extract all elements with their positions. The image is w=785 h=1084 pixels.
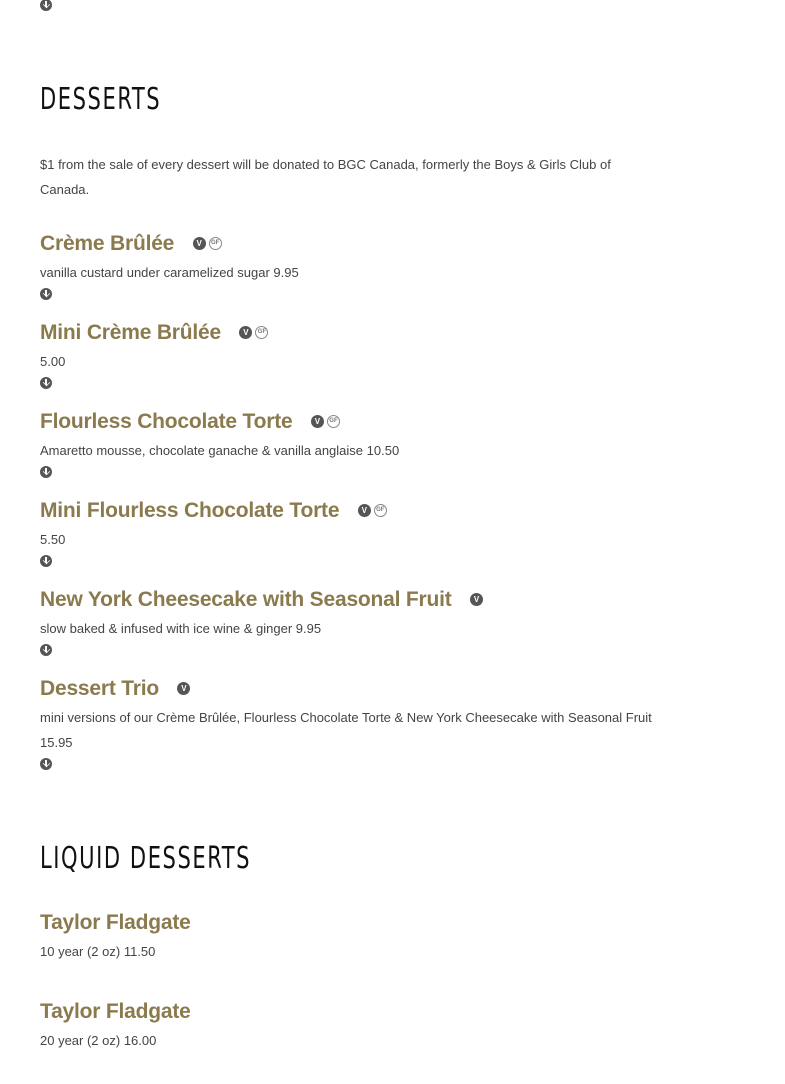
dietary-badges [239, 324, 271, 342]
expand-arrow-icon[interactable] [40, 0, 52, 11]
section-title-desserts: DESSERTS [40, 82, 162, 117]
item-name: Flourless Chocolate Torte [40, 410, 293, 433]
gluten-free-icon: GF [327, 415, 340, 428]
menu-item [40, 911, 660, 964]
desserts-intro: $1 from the sale of every dessert will be donated to BGC Canada, formerly the Boys & Girls Club of Canada. [40, 157, 611, 197]
menu-item [40, 410, 660, 483]
dietary-badges [311, 413, 343, 431]
expand-arrow-icon[interactable] [40, 377, 52, 389]
vegetarian-icon: V [470, 593, 483, 606]
item-description: 10 year (2 oz) 11.50 [40, 944, 156, 959]
item-name: Taylor Fladgate [40, 911, 191, 934]
expand-arrow-icon[interactable] [40, 288, 52, 300]
menu-item [40, 677, 660, 775]
vegetarian-icon: V [239, 326, 252, 339]
gluten-free-icon: GF [209, 237, 222, 250]
menu-item [40, 321, 660, 394]
menu-item [40, 499, 660, 572]
vegetarian-icon: V [193, 237, 206, 250]
expand-arrow-icon[interactable] [40, 555, 52, 567]
dietary-badges [177, 680, 193, 698]
vegetarian-icon: V [177, 682, 190, 695]
gluten-free-icon: GF [255, 326, 268, 339]
item-description: 20 year (2 oz) 16.00 [40, 1033, 157, 1048]
vegetarian-icon: V [311, 415, 324, 428]
item-name: New York Cheesecake with Seasonal Fruit [40, 588, 452, 611]
item-description: 5.50 [40, 532, 66, 547]
item-description: mini versions of our Crème Brûlée, Flourless Chocolate Torte & New York Cheesecake with Seasonal Fruit 15.95 [40, 710, 652, 750]
vegetarian-icon: V [358, 504, 371, 517]
dietary-badges [358, 502, 390, 520]
menu-item [40, 1000, 660, 1053]
item-name: Mini Crème Brûlée [40, 321, 221, 344]
expand-arrow-icon[interactable] [40, 758, 52, 770]
menu-item [40, 588, 660, 661]
gluten-free-icon: GF [374, 504, 387, 517]
item-description: slow baked & infused with ice wine & ginger 9.95 [40, 621, 322, 636]
item-name: Dessert Trio [40, 677, 159, 700]
section-title-liquid-desserts: LIQUID DESSERTS [40, 841, 252, 876]
menu-item [40, 232, 660, 305]
item-name: Taylor Fladgate [40, 1000, 191, 1023]
dietary-badges [193, 235, 225, 253]
expand-arrow-icon[interactable] [40, 644, 52, 656]
item-description: Amaretto mousse, chocolate ganache & vanilla anglaise 10.50 [40, 443, 400, 458]
item-name: Mini Flourless Chocolate Torte [40, 499, 340, 522]
item-description: 5.00 [40, 354, 66, 369]
item-description: vanilla custard under caramelized sugar 9.95 [40, 265, 299, 280]
dietary-badges [470, 591, 486, 609]
item-name: Crème Brûlée [40, 232, 175, 255]
expand-arrow-icon[interactable] [40, 466, 52, 478]
